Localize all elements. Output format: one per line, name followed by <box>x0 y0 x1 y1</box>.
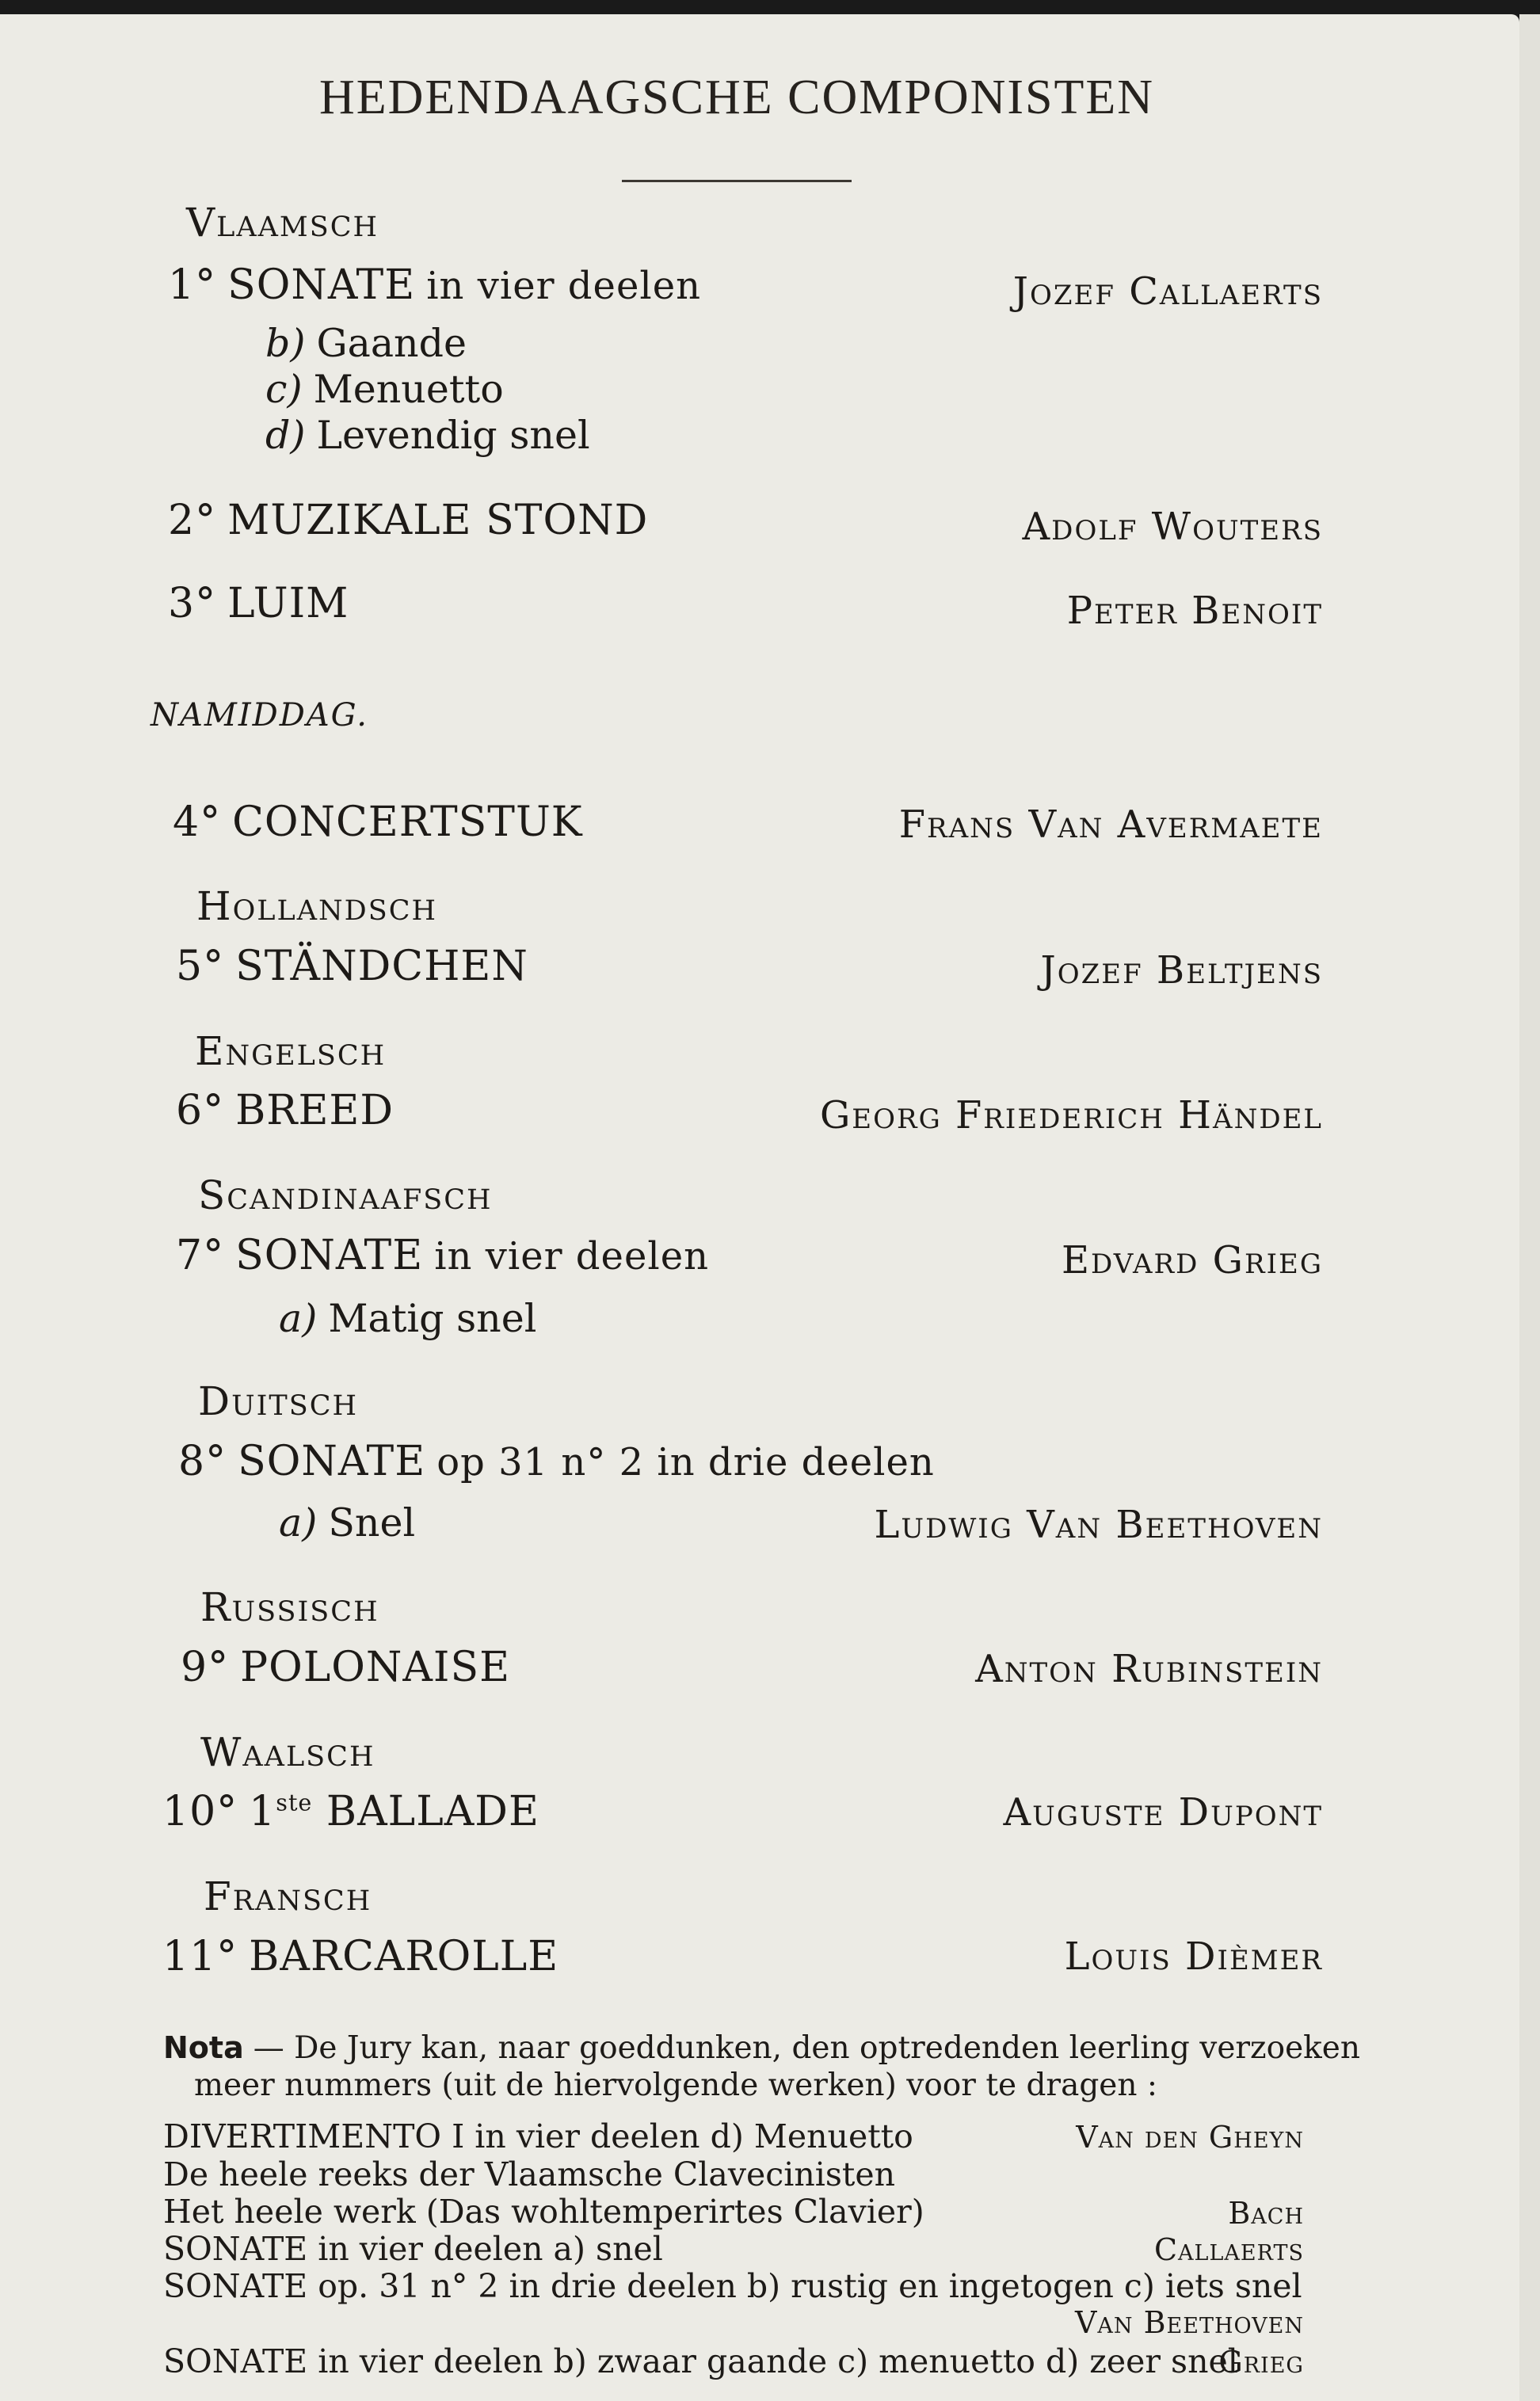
extra-work-item: Het heele werk (Das wohltemperirtes Clavier) <box>163 2193 924 2231</box>
composer-name: Anton Rubinstein <box>975 1647 1323 1691</box>
movement-text: Gaande <box>316 321 467 366</box>
work-ordinal-suffix: ste <box>276 1789 313 1816</box>
nota-line: meer nummers (uit de hiervolgende werken) voor te dragen : <box>194 2068 1158 2103</box>
composer-name: Edvard Grieg <box>1062 1238 1323 1282</box>
movement-item <box>265 413 590 458</box>
page-title: HEDENDAAGSCHE COMPONISTEN <box>318 71 1155 124</box>
extra-work-item: SONATE in vier deelen a) snel <box>163 2230 663 2268</box>
work-number: 2° <box>168 497 217 544</box>
movement-item <box>265 367 504 412</box>
work-name: MUZIKALE STOND <box>227 497 649 544</box>
section-heading: Engelsch <box>195 1028 387 1074</box>
work-description: op 31 n° 2 in drie deelen <box>436 1440 935 1484</box>
work-title <box>181 1644 510 1691</box>
extra-work-item: SONATE in vier deelen b) zwaar gaande c) menuetto d) zeer snel <box>163 2342 1238 2380</box>
work-name: BARCAROLLE <box>249 1933 559 1980</box>
work-title <box>176 1087 394 1134</box>
section-heading: Russisch <box>200 1584 379 1630</box>
movement-letter: d) <box>265 413 306 458</box>
work-name: POLONAISE <box>240 1644 511 1691</box>
composer-name: Louis Dièmer <box>1064 1934 1323 1979</box>
extra-work-composer: Bach <box>1228 2196 1304 2231</box>
composer-name: Adolf Wouters <box>1022 505 1323 549</box>
work-name: LUIM <box>227 580 349 627</box>
work-name: SONATE <box>238 1438 426 1485</box>
work-number: 4° <box>173 798 222 846</box>
movement-item <box>279 1296 536 1341</box>
movement-letter: c) <box>265 367 303 412</box>
extra-work-item: De heele reeks der Vlaamsche Clavecinisten <box>163 2155 896 2193</box>
work-number: 6° <box>176 1087 225 1134</box>
extra-work-item: DIVERTIMENTO I in vier deelen d) Menuetto <box>163 2117 913 2155</box>
work-number: 1° <box>168 261 217 309</box>
work-title <box>162 1788 539 1835</box>
movement-letter: a) <box>279 1296 318 1341</box>
work-number: 9° <box>181 1644 230 1691</box>
work-ordinal: 1 <box>249 1788 276 1835</box>
composer-name: Georg Friederich Händel <box>819 1093 1323 1138</box>
composer-name: Peter Benoit <box>1066 589 1323 633</box>
work-description: in vier deelen <box>434 1234 710 1279</box>
movement-text: Snel <box>328 1500 416 1545</box>
section-heading: Scandinaafsch <box>198 1172 493 1218</box>
composer-name: Frans Van Avermaete <box>898 802 1323 847</box>
work-title <box>173 798 583 846</box>
extra-work-composer: Van Beethoven <box>1074 2305 1304 2340</box>
work-description: in vier deelen <box>426 264 702 308</box>
section-heading: Vlaamsch <box>186 200 379 246</box>
title-divider <box>622 180 852 182</box>
nota-line <box>163 2028 1360 2068</box>
movement-letter: b) <box>265 321 306 366</box>
section-heading: Hollandsch <box>196 883 438 929</box>
movement-text: Levendig snel <box>316 413 590 458</box>
work-name: SONATE <box>227 261 416 309</box>
work-title <box>168 261 701 309</box>
nota-label: Nota <box>163 2030 244 2065</box>
composer-name: Auguste Dupont <box>1003 1790 1323 1835</box>
work-number: 10° <box>162 1788 238 1835</box>
afternoon-label: NAMIDDAG. <box>151 697 368 734</box>
work-title <box>176 1232 709 1279</box>
extra-work-composer: Callaerts <box>1153 2232 1304 2267</box>
section-heading: Waalsch <box>200 1729 375 1775</box>
work-title <box>168 497 648 544</box>
composer-name: Ludwig Van Beethoven <box>874 1503 1323 1547</box>
work-title <box>168 580 349 627</box>
work-name: BREED <box>235 1087 395 1134</box>
section-heading: Fransch <box>204 1873 372 1919</box>
work-number: 5° <box>176 943 225 990</box>
page-edge <box>1519 14 1540 2401</box>
movement-item <box>265 321 467 366</box>
movement-letter: a) <box>279 1500 318 1545</box>
work-name: STÄNDCHEN <box>235 943 528 990</box>
work-name: SONATE <box>235 1232 424 1279</box>
extra-work-composer: Grieg <box>1218 2345 1304 2380</box>
section-heading: Duitsch <box>198 1378 359 1424</box>
work-title <box>178 1438 935 1485</box>
movement-text: Menuetto <box>313 367 504 412</box>
nota-text: — De Jury kan, naar goeddunken, den optredenden leerling verzoeken <box>253 2030 1360 2066</box>
movement-item <box>279 1500 415 1545</box>
extra-work-item: SONATE op. 31 n° 2 in drie deelen b) rustig en ingetogen c) iets snel <box>163 2267 1302 2305</box>
composer-name: Jozef Callaerts <box>1012 269 1323 314</box>
extra-work-composer: Van den Gheyn <box>1076 2120 1304 2155</box>
work-number: 11° <box>162 1933 238 1980</box>
work-name: CONCERTSTUK <box>232 798 583 846</box>
work-title <box>176 943 528 990</box>
work-title <box>162 1933 558 1980</box>
work-number: 3° <box>168 580 217 627</box>
work-number: 7° <box>176 1232 225 1279</box>
composer-name: Jozef Beltjens <box>1040 948 1323 993</box>
work-name: BALLADE <box>326 1788 539 1835</box>
work-number: 8° <box>178 1438 227 1485</box>
movement-text: Matig snel <box>328 1296 537 1341</box>
